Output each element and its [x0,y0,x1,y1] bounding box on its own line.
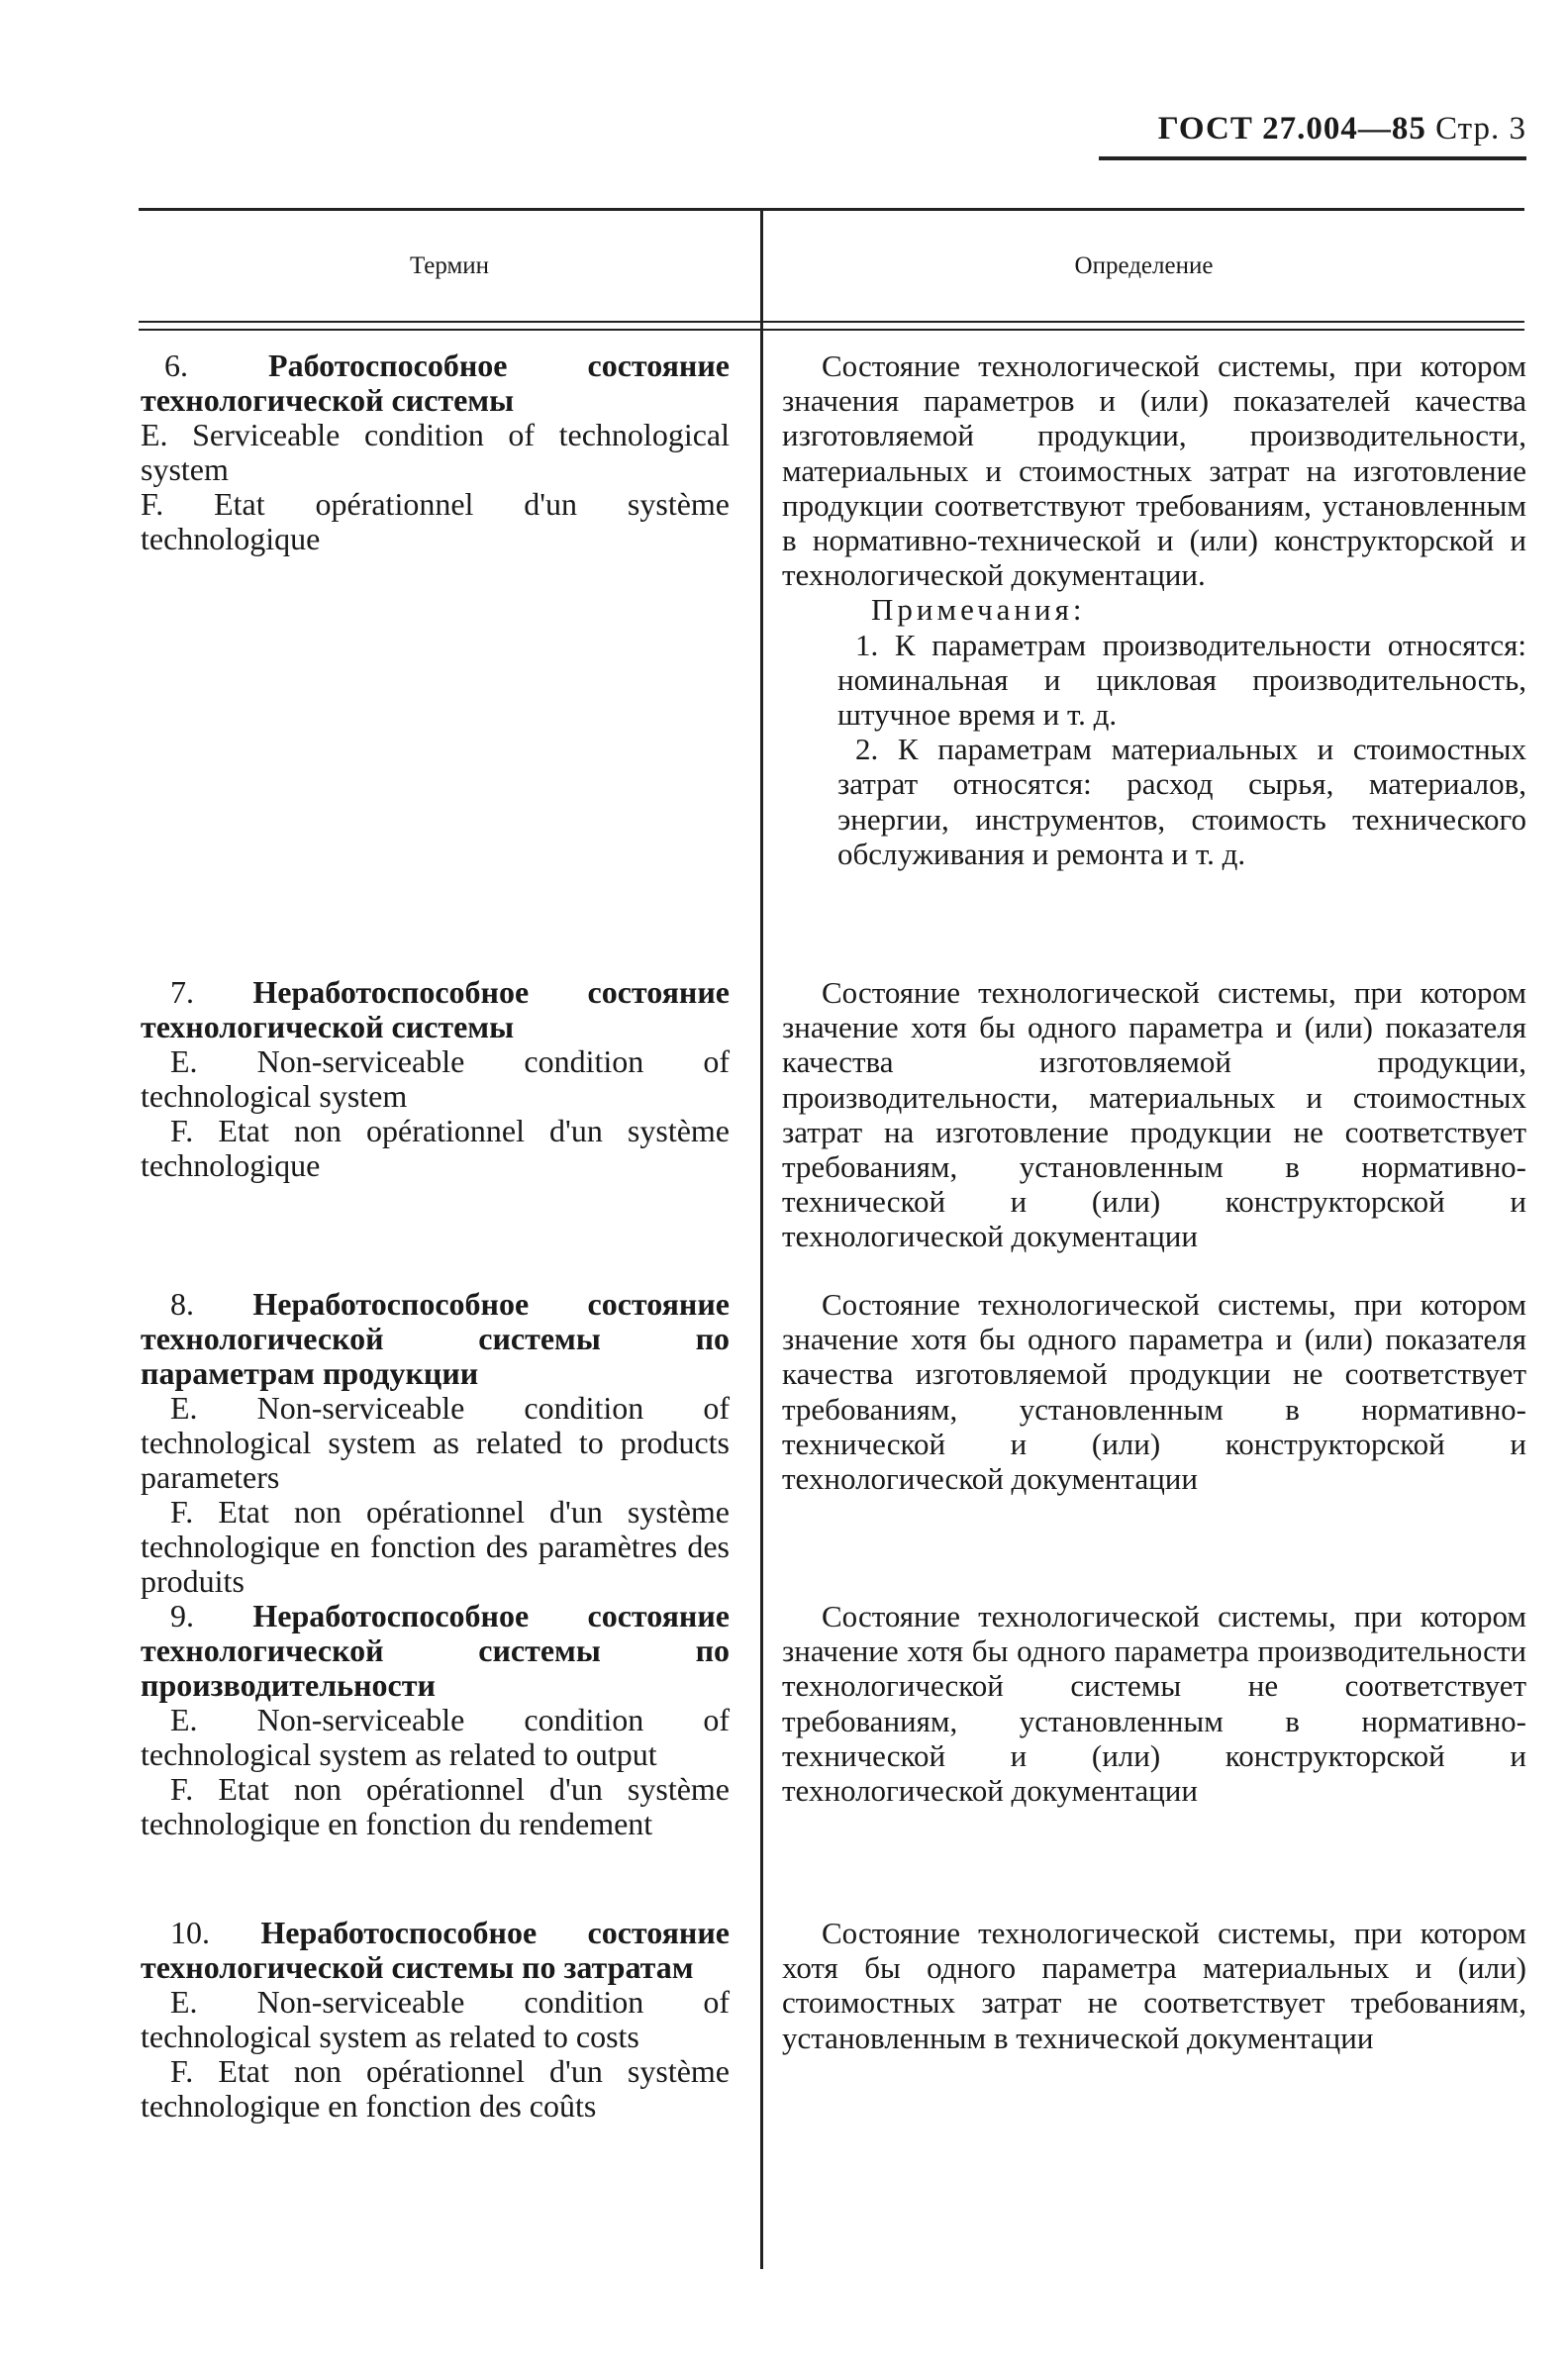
term-entry-7 [141,975,730,1183]
term-english: E. Non-serviceable condition of technological system as related to costs [141,1984,730,2054]
term-number: 9. [170,1598,194,1633]
page-header [1111,111,1526,148]
term-french: F. Etat opérationnel d'un système technologique [141,486,730,556]
term-number: 6. [164,347,188,383]
term-entry-6 [141,348,730,556]
definition-text: Состояние технологической системы, при котором значения параметров и (или) показателей качества изготовляемой продукции, производительности, материальных и стоимостных затрат на изготовление продукции соответствуют требованиям, установленным в нормативно-технической и (или) конструкторской и технологической документации. [782,348,1526,593]
note-item: 2. К параметрам материальных и стоимостных затрат относятся: расход сырья, материалов, энергии, инструментов, стоимость технического обслуживания и ремонта и т. д. [837,732,1526,871]
notes-heading: Примечания: [871,592,1086,628]
definition-text: Состояние технологической системы, при котором значение хотя бы одного параметра и (или) показателя качества изготовляемой продукции, производительности, материальных и стоимостных затрат на изготовление продукции не соответствует требованиям, установленным в нормативно-технической и (или) конструкторской и технологической документации [782,975,1526,1254]
page-number: Стр. 3 [1435,111,1526,147]
term-entry-8 [141,1287,730,1599]
column-divider [760,210,763,2269]
term-title: Неработоспособное состояние технологической системы [141,974,730,1044]
term-french: F. Etat non opérationnel d'un système technologique en fonction des coûts [141,2053,730,2124]
table-header-rule [139,321,1524,323]
term-number: 7. [170,974,194,1010]
column-header-term: Термин [409,252,490,279]
term-english: E. Non-serviceable condition of technological system as related to products parameters [141,1390,730,1495]
term-entry-9 [141,1599,730,1841]
definition-text: Состояние технологической системы, при котором значение хотя бы одного параметра производительности технологической системы не соответствует требованиям, установленным в нормативно-технической и (или) конструкторской и технологической документации [782,1599,1526,1809]
term-title: Неработоспособное состояние технологической системы по параметрам продукции [141,1286,730,1391]
note-item: 1. К параметрам производительности относятся: номинальная и цикловая производительность, штучное время и т. д. [837,627,1526,733]
term-entry-10 [141,1916,730,2124]
table-header-rule [139,329,1524,331]
column-header-definition: Определение [1074,252,1214,279]
standard-number: ГОСТ 27.004—85 [1157,111,1426,147]
definition-8 [782,1287,1526,1496]
table-top-rule [139,208,1524,211]
term-french: F. Etat non opérationnel d'un système technologique [141,1113,730,1183]
header-rule [1099,156,1526,160]
term-english: E. Serviceable condition of technological system [141,417,730,487]
definition-7 [782,975,1526,1254]
definition-6 [782,348,1526,871]
term-title: Неработоспособное состояние технологической системы по затратам [141,1915,730,1985]
term-english: E. Non-serviceable condition of technological system as related to output [141,1702,730,1772]
term-number: 8. [170,1286,194,1322]
term-french: F. Etat non opérationnel d'un système technologique en fonction du rendement [141,1771,730,1841]
definition-text: Состояние технологической системы, при котором хотя бы одного параметра материальных и (или) стоимостных затрат не соответствует требованиям, установленным в технической документации [782,1916,1526,2055]
definition-9 [782,1599,1526,1808]
term-number: 10. [170,1915,210,1950]
definition-10 [782,1916,1526,2055]
term-title: Неработоспособное состояние технологической системы по производительности [141,1598,730,1703]
term-english: E. Non-serviceable condition of technological system [141,1043,730,1114]
term-french: F. Etat non opérationnel d'un système technologique en fonction des paramètres des produits [141,1494,730,1599]
term-title: Работоспособное состояние технологической системы [141,347,730,418]
definition-text: Состояние технологической системы, при котором значение хотя бы одного параметра и (или) показателя качества изготовляемой продукции не соответствует требованиям, установленным в нормативно-технической и (или) конструкторской и технологической документации [782,1287,1526,1497]
